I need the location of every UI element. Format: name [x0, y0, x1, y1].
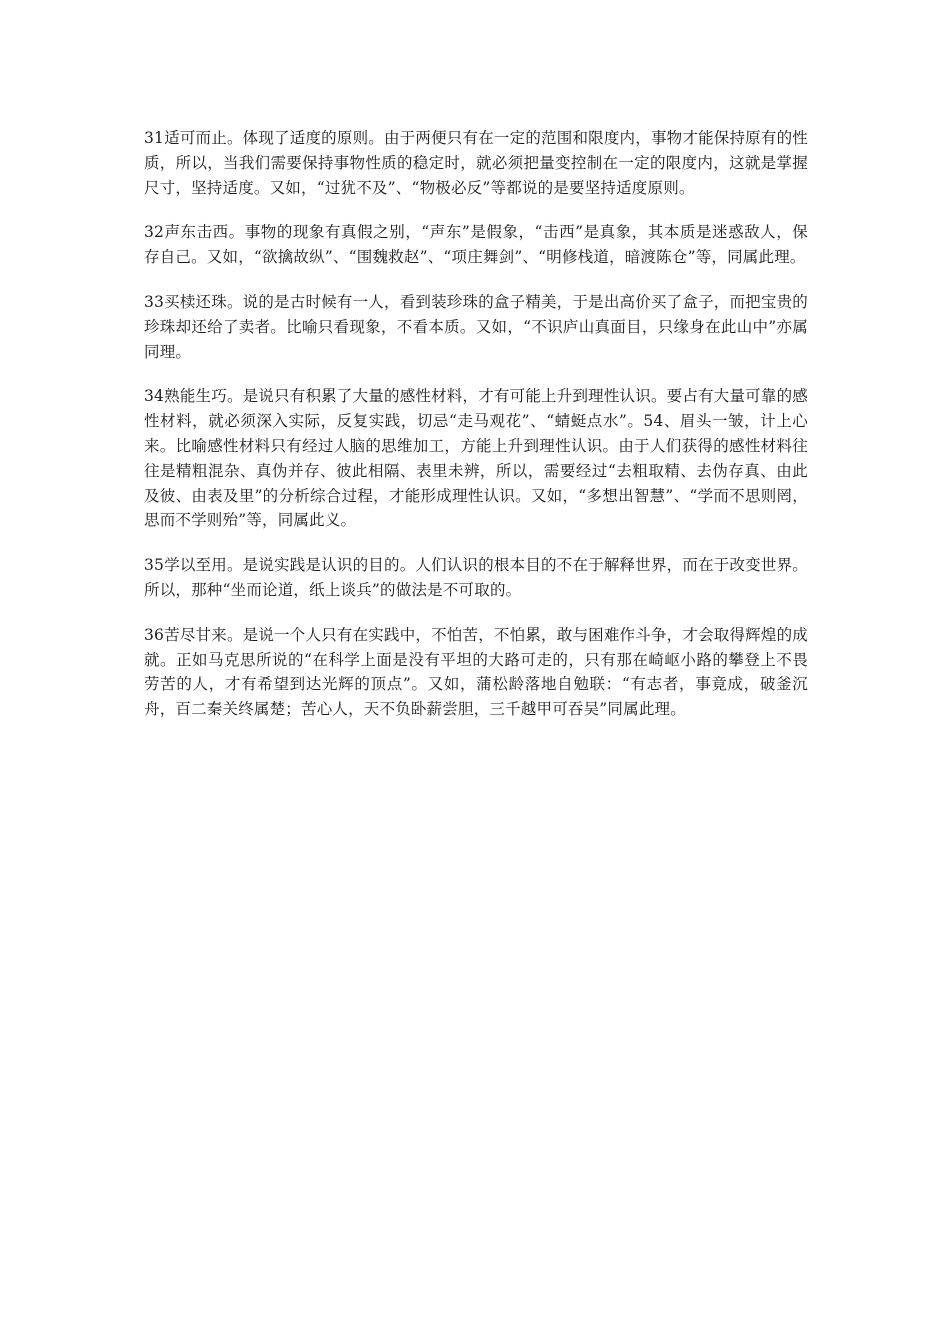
paragraph-36: 36苦尽甘来。是说一个人只有在实践中，不怕苦，不怕累，敢与困难作斗争，才会取得辉煌的成就。正如马克思所说的“在科学上面是没有平坦的大路可走的，只有那在崎岖小路的攀登上不畏劳苦的人，才有希望到达光辉的顶点”。又如，蒲松龄落地自勉联：“有志者，事竟成，破釜沉舟，百二秦关终属楚；苦心人，天不负卧薪尝胆，三千越甲可吞吴”同属此理。 [144, 625, 808, 719]
paragraph-32: 32声东击西。事物的现象有真假之别，“声东”是假象，“击西”是真象，其本质是迷惑敌人，保存自己。又如，“欲擒故纵”、“围魏救赵”、“项庄舞剑”、“明修栈道，暗渡陈仓”等，同属此理。 [144, 223, 808, 267]
paragraph-33: 33买椟还珠。说的是古时候有一人，看到装珍珠的盒子精美，于是出高价买了盒子，而把宝贵的珍珠却还给了卖者。比喻只看现象，不看本质。又如，“不识庐山真面目，只缘身在此山中”亦属同理。 [144, 292, 808, 361]
paragraph-35: 35学以至用。是说实践是认识的目的。人们认识的根本目的不在于解释世界，而在于改变世界。所以，那种“坐而论道，纸上谈兵”的做法是不可取的。 [144, 556, 808, 599]
paragraph-34: 34熟能生巧。是说只有积累了大量的感性材料，才有可能上升到理性认识。要占有大量可靠的感性材料，就必须深入实际，反复实践，切忌“走马观花”、“蜻蜓点水”。54、眉头一皱，计上心来。比喻感性材料只有经过人脑的思维加工，方能上升到理性认识。由于人们获得的感性材料往往是精粗混杂、真伪并存、彼此相隔、表里未辨，所以，需要经过“去粗取精、去伪存真、由此及彼、由表及里”的分析综合过程，才能形成理性认识。又如，“多想出智慧”、“学而不思则罔，思而不学则殆”等，同属此义。 [144, 387, 808, 530]
paragraph-31: 31适可而止。体现了适度的原则。由于两便只有在一定的范围和限度内，事物才能保持原有的性质，所以，当我们需要保持事物性质的稳定时，就必须把量变控制在一定的限度内，这就是掌握尺寸，坚持适度。又如，“过犹不及”、“物极必反”等都说的是要坚持适度原则。 [144, 129, 808, 197]
document-body [144, 126, 808, 742]
